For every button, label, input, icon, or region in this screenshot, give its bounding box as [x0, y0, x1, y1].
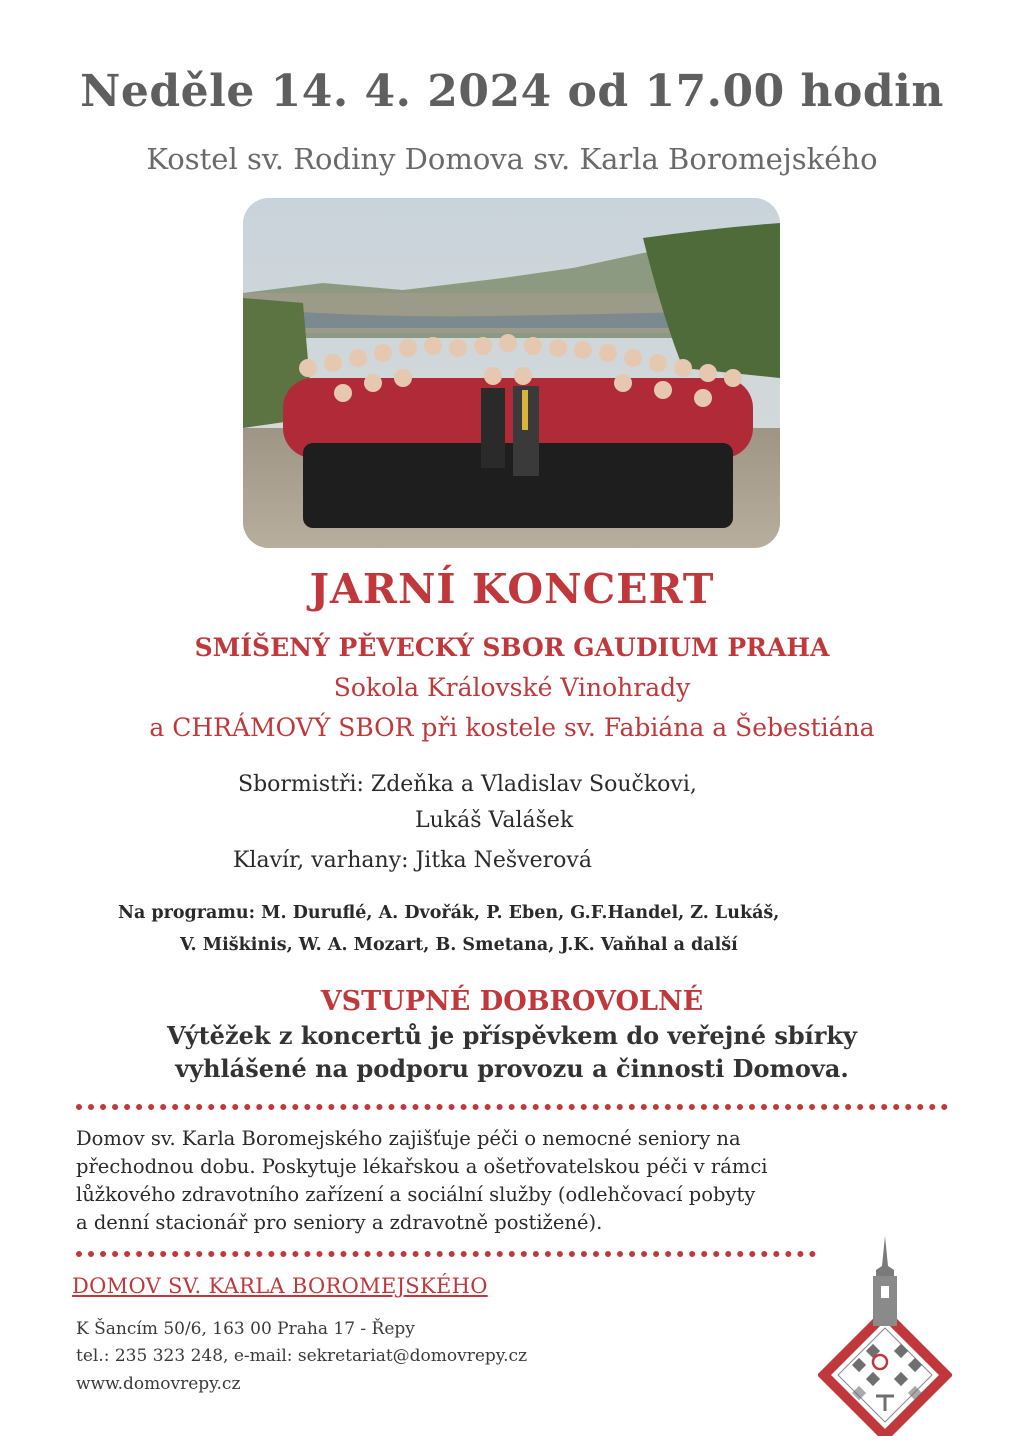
organization-name: DOMOV SV. KARLA BOROMEJSKÉHO	[72, 1274, 488, 1298]
concert-title: JARNÍ KONCERT	[309, 565, 715, 613]
choir-name-line2: Sokola Královské Vinohrady	[333, 673, 691, 702]
proceeds-line1: Výtěžek z koncertů je příspěvkem do veřejné sbírky	[167, 1021, 857, 1050]
choir-name-line1: SMÍŠENÝ PĚVECKÝ SBOR GAUDIUM PRAHA	[194, 633, 830, 662]
program-line2: V. Miškinis, W. A. Mozart, B. Smetana, J.K. Vaňhal a další	[180, 935, 738, 955]
admission-heading: VSTUPNÉ DOBROVOLNÉ	[320, 986, 704, 1017]
choir-photo	[243, 198, 780, 548]
event-date: Neděle 14. 4. 2024 od 17.00 hodin	[80, 66, 944, 117]
address: K Šancím 50/6, 163 00 Praha 17 - Řepy	[76, 1319, 415, 1339]
info-line2: přechodnou dobu. Poskytuje lékařskou a ošetřovatelskou péči v rámci	[76, 1155, 768, 1178]
choir-name-line3: a CHRÁMOVÝ SBOR při kostele sv. Fabiána a Šebestiána	[149, 713, 875, 742]
info-line1: Domov sv. Karla Boromejského zajišťuje péči o nemocné seniory na	[76, 1127, 741, 1150]
info-line4: a denní stacionář pro seniory a zdravotně postižené).	[76, 1211, 603, 1234]
proceeds-line2: vyhlášené na podporu provozu a činnosti Domova.	[175, 1054, 849, 1083]
program-line1: Na programu: M. Duruflé, A. Dvořák, P. Eben, G.F.Handel, Z. Lukáš,	[118, 903, 780, 923]
conductors-line1: Sbormistři: Zdeňka a Vladislav Součkovi,	[238, 772, 697, 797]
dotted-divider-top	[76, 1104, 948, 1110]
website: www.domovrepy.cz	[76, 1374, 241, 1394]
domov-logo-icon	[818, 1236, 952, 1436]
contact-info: tel.: 235 323 248, e-mail: sekretariat@domovrepy.cz	[76, 1346, 528, 1366]
event-venue: Kostel sv. Rodiny Domova sv. Karla Boromejského	[146, 142, 878, 176]
piano-organ: Klavír, varhany: Jitka Nešverová	[233, 848, 592, 873]
choir-photo-illustration	[243, 198, 780, 548]
conductors-line2: Lukáš Valášek	[415, 808, 574, 833]
dotted-divider-bottom	[76, 1251, 816, 1257]
info-line3: lůžkového zdravotního zařízení a sociální služby (odlehčovací pobyty	[76, 1183, 756, 1206]
